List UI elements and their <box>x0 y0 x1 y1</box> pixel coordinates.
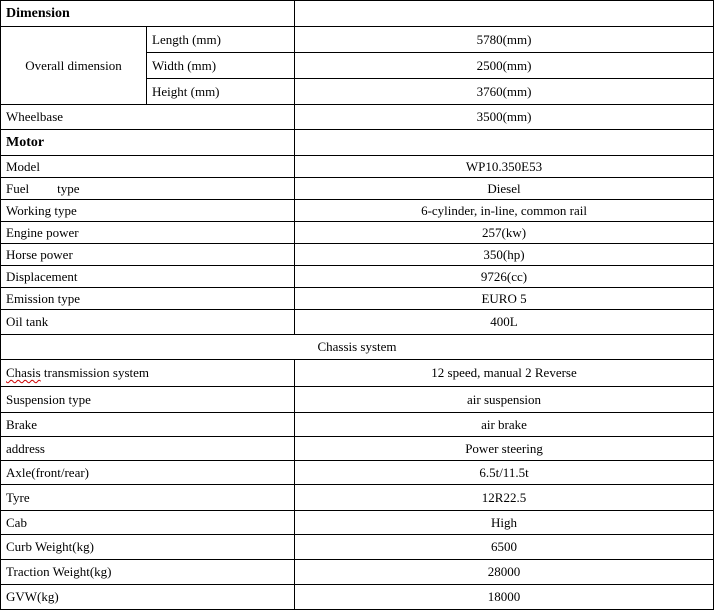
table-row <box>1 335 714 360</box>
table-row <box>1 156 714 178</box>
table-row <box>1 535 714 560</box>
brake-label: Brake <box>1 413 295 437</box>
traction-weight-value: 28000 <box>295 560 714 585</box>
model-label: Model <box>1 156 295 178</box>
table-row <box>1 288 714 310</box>
chassis-system-header: Chassis system <box>1 335 714 360</box>
oil-tank-value: 400L <box>295 310 714 335</box>
working-type-label: Working type <box>1 200 295 222</box>
table-row <box>1 511 714 535</box>
cab-value: High <box>295 511 714 535</box>
tyre-label: Tyre <box>1 485 295 511</box>
table-row <box>1 200 714 222</box>
horse-power-label: Horse power <box>1 244 295 266</box>
type-label-word: type <box>57 180 80 196</box>
table-row <box>1 387 714 413</box>
overall-dimension-label: Overall dimension <box>1 27 147 105</box>
wheelbase-value: 3500(mm) <box>295 105 714 130</box>
model-value: WP10.350E53 <box>295 156 714 178</box>
displacement-label: Displacement <box>1 266 295 288</box>
curb-weight-value: 6500 <box>295 535 714 560</box>
cab-label: Cab <box>1 511 295 535</box>
traction-weight-label: Traction Weight(kg) <box>1 560 295 585</box>
axle-value: 6.5t/11.5t <box>295 461 714 485</box>
fuel-type-value: Diesel <box>295 178 714 200</box>
table-row <box>1 585 714 610</box>
engine-power-label: Engine power <box>1 222 295 244</box>
fuel-label-word: Fuel <box>6 180 30 196</box>
table-row <box>1 560 714 585</box>
table-row <box>1 461 714 485</box>
brake-value: air brake <box>295 413 714 437</box>
motor-header-blank <box>295 130 714 156</box>
address-value: Power steering <box>295 437 714 461</box>
wheelbase-label: Wheelbase <box>1 105 295 130</box>
table-row <box>1 1 714 27</box>
horse-power-value: 350(hp) <box>295 244 714 266</box>
suspension-type-value: air suspension <box>295 387 714 413</box>
length-value: 5780(mm) <box>295 27 714 53</box>
dimension-header: Dimension <box>1 1 295 27</box>
table-row <box>1 266 714 288</box>
emission-type-label: Emission type <box>1 288 295 310</box>
table-row <box>1 413 714 437</box>
width-value: 2500(mm) <box>295 53 714 79</box>
chasis-word: Chasis <box>6 365 41 380</box>
engine-power-value: 257(kw) <box>295 222 714 244</box>
motor-header: Motor <box>1 130 295 156</box>
emission-type-value: EURO 5 <box>295 288 714 310</box>
table-row <box>1 27 714 53</box>
table-row <box>1 244 714 266</box>
table-row <box>1 130 714 156</box>
tyre-value: 12R22.5 <box>295 485 714 511</box>
transmission-system-words: transmission system <box>40 365 150 380</box>
table-row <box>1 178 714 200</box>
width-label: Width (mm) <box>147 53 295 79</box>
displacement-value: 9726(cc) <box>295 266 714 288</box>
address-label: address <box>1 437 295 461</box>
table-row <box>1 222 714 244</box>
transmission-value: 12 speed, manual 2 Reverse <box>295 360 714 387</box>
length-label: Length (mm) <box>147 27 295 53</box>
height-label: Height (mm) <box>147 79 295 105</box>
working-type-value: 6-cylinder, in-line, common rail <box>295 200 714 222</box>
transmission-label <box>1 360 295 387</box>
gvw-value: 18000 <box>295 585 714 610</box>
axle-label: Axle(front/rear) <box>1 461 295 485</box>
dimension-header-blank <box>295 1 714 27</box>
table-row <box>1 437 714 461</box>
suspension-type-label: Suspension type <box>1 387 295 413</box>
table-row <box>1 360 714 387</box>
curb-weight-label: Curb Weight(kg) <box>1 535 295 560</box>
oil-tank-label: Oil tank <box>1 310 295 335</box>
table-row <box>1 105 714 130</box>
table-row <box>1 310 714 335</box>
height-value: 3760(mm) <box>295 79 714 105</box>
gvw-label: GVW(kg) <box>1 585 295 610</box>
fuel-type-label <box>1 178 295 200</box>
table-row <box>1 485 714 511</box>
